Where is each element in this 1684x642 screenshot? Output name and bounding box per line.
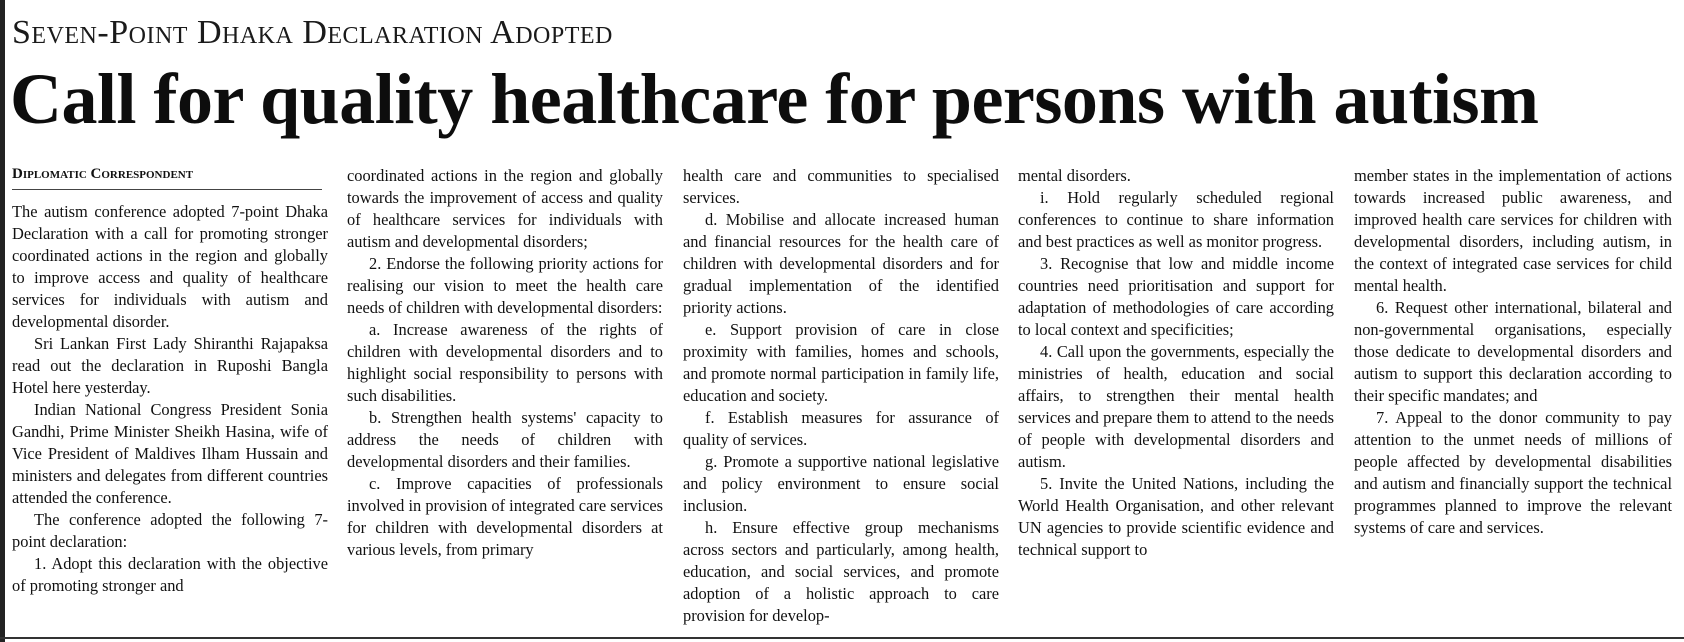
paragraph: The conference adopted the following 7-point declaration:: [12, 510, 328, 551]
paragraph: coordinated actions in the region and globally towards the improvement of access and quality of healthcare services for individuals with autism and developmental disorders;: [347, 166, 663, 251]
paragraph: The autism conference adopted 7-point Dhaka Declaration with a call for promoting stronger coordinated actions in the region and globally to improve access and quality of healthcare services for individuals with autism and developmental disorder.: [12, 202, 328, 331]
article-column-5: [1354, 165, 1672, 635]
article-column-1: [12, 201, 328, 635]
paragraph: member states in the implementation of actions towards increased public awareness, and improved health care services for children with developmental disorders, including autism, in the context of integrated case services for child mental health.: [1354, 166, 1672, 295]
bottom-border-rule: [0, 637, 1684, 639]
paragraph: health care and communities to specialised services.: [683, 166, 999, 207]
article-kicker: Seven-Point Dhaka Declaration Adopted: [12, 14, 613, 51]
paragraph: 6. Request other international, bilateral and non-governmental organisations, especially those dedicate to developmental disorders and autism to support this declaration according to their specific mandates; and: [1354, 298, 1672, 405]
paragraph: g. Promote a supportive national legislative and policy environment to ensure social inclusion.: [683, 452, 999, 515]
paragraph: 7. Appeal to the donor community to pay attention to the unmet needs of millions of people affected by developmental disabilities and autism and financially support the technical programmes planned to improve the relevant systems of care and services.: [1354, 408, 1672, 537]
paragraph: mental disorders.: [1018, 166, 1131, 185]
paragraph: 1. Adopt this declaration with the objective of promoting stronger and: [12, 554, 328, 595]
paragraph: h. Ensure effective group mechanisms across sectors and particularly, among health, education, and social services, and promote adoption of a holistic approach to care provision for develop-: [683, 518, 999, 625]
article-column-2: [347, 165, 663, 635]
article-byline: Diplomatic Correspondent: [12, 166, 322, 190]
paragraph: c. Improve capacities of professionals involved in provision of integrated care services for children with developmental disorders at various levels, from primary: [347, 474, 663, 559]
paragraph: f. Establish measures for assurance of quality of services.: [683, 408, 999, 449]
article-column-3: [683, 165, 999, 635]
paragraph: 2. Endorse the following priority actions for realising our vision to meet the health care needs of children with developmental disorders:: [347, 254, 663, 317]
paragraph: 5. Invite the United Nations, including the World Health Organisation, and other relevant UN agencies to provide scientific evidence and technical support to: [1018, 474, 1334, 559]
paragraph: 3. Recognise that low and middle income countries need prioritisation and support for adaptation of methodologies of care according to local context and specificities;: [1018, 254, 1334, 339]
paragraph: e. Support provision of care in close proximity with families, homes and schools, and promote normal participation in family life, education and society.: [683, 320, 999, 405]
paragraph: 4. Call upon the governments, especially the ministries of health, education and social affairs, to strengthen their mental health services and prepare them to attend to the needs of people with developmental disorders and autism.: [1018, 342, 1334, 471]
paragraph: d. Mobilise and allocate increased human and financial resources for the health care of children with developmental disorders and for gradual implementation of the identified priority actions.: [683, 210, 999, 317]
paragraph: i. Hold regularly scheduled regional conferences to continue to share information and best practices as well as monitor progress.: [1018, 188, 1334, 251]
left-border-rule: [0, 0, 5, 642]
article-headline: Call for quality healthcare for persons with autism: [10, 59, 1539, 139]
article-column-4: [1018, 165, 1334, 635]
paragraph: b. Strengthen health systems' capacity to address the needs of children with developmental disorders and their families.: [347, 408, 663, 471]
paragraph: a. Increase awareness of the rights of children with developmental disorders and to highlight social responsibility to persons with such disabilities.: [347, 320, 663, 405]
paragraph: Indian National Congress President Sonia Gandhi, Prime Minister Sheikh Hasina, wife of Vice President of Maldives Ilham Hussain and ministers and delegates from different countries attended the conference.: [12, 400, 328, 507]
paragraph: Sri Lankan First Lady Shiranthi Rajapaksa read out the declaration in Ruposhi Bangla Hotel here yesterday.: [12, 334, 328, 397]
